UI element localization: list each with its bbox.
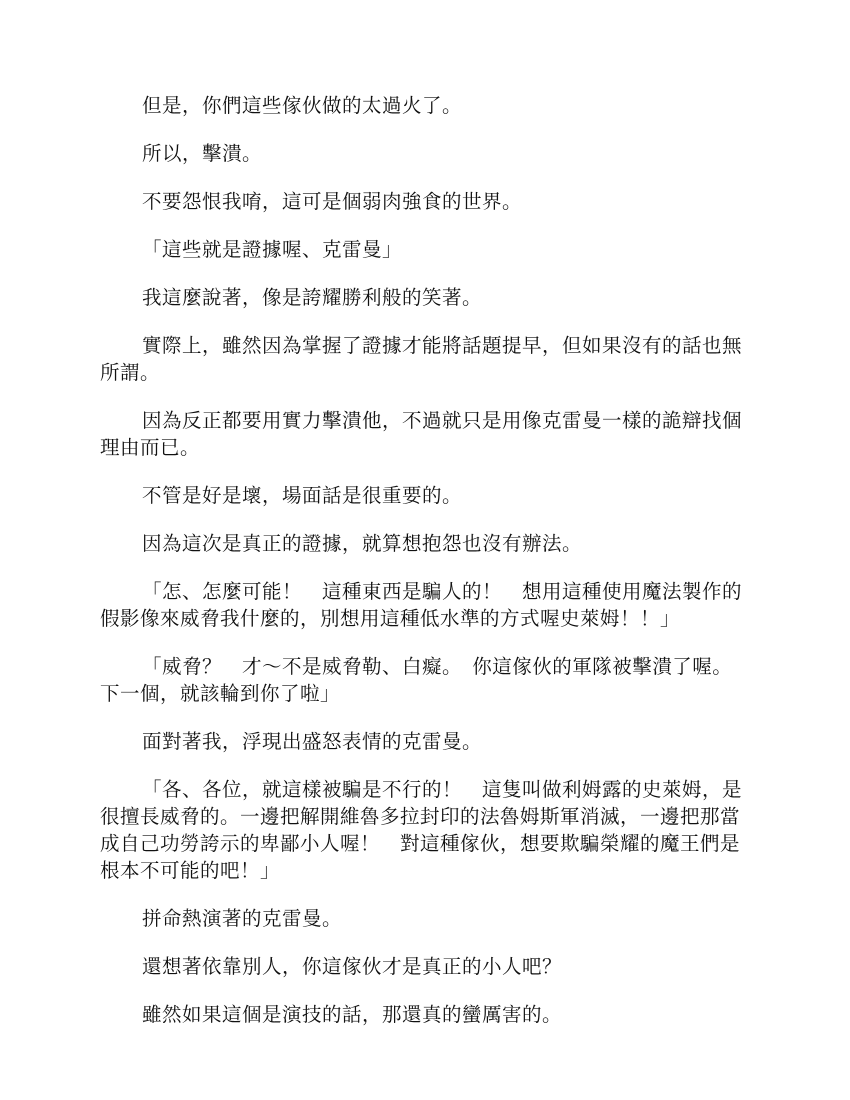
- paragraph: 還想著依靠別人，你這傢伙才是真正的小人吧？: [142, 955, 563, 978]
- paragraph: 「威脅？ 才～不是威脅勒、白癡。 你這傢伙的軍隊被擊潰了喔。下一個，就該輪到你了啦」: [100, 655, 733, 705]
- paragraph: 實際上，雖然因為掌握了證據才能將話題提早，但如果沒有的話也無所謂。: [100, 334, 743, 384]
- paragraph: 「怎、怎麼可能！ 這種東西是騙人的！ 想用這種使用魔法製作的假影像來威脅我什麼的，別想用這種低水準的方式喔史萊姆！！」: [100, 580, 743, 630]
- paragraph: 不管是好是壞，場面話是很重要的。: [142, 484, 463, 507]
- paragraph: 「這些就是證據喔、克雷曼」: [142, 238, 403, 261]
- paragraph: 「各、各位，就這樣被騙是不行的！ 這隻叫做利姆露的史萊姆，是很擅長威脅的。一邊把解開維魯多拉封印的法魯姆斯軍消滅，一邊把那當成自己功勞誇示的卑鄙小人喔！ 對這種傢伙，想要欺騙榮耀的魔王們是根本不可能的吧！」: [100, 778, 743, 882]
- paragraph: 不要怨恨我唷，這可是個弱肉強食的世界。: [142, 190, 523, 213]
- paragraph: 雖然如果這個是演技的話，那還真的蠻厲害的。: [142, 1003, 563, 1026]
- document-body: [100, 92, 752, 1049]
- paragraph: 我這麼說著，像是誇耀勝利般的笑著。: [142, 286, 483, 309]
- paragraph: 面對著我，浮現出盛怒表情的克雷曼。: [142, 730, 483, 753]
- paragraph: 因為這次是真正的證據，就算想抱怨也沒有辦法。: [142, 532, 583, 555]
- paragraph: 因為反正都要用實力擊潰他，不過就只是用像克雷曼一樣的詭辯找個理由而已。: [100, 409, 743, 459]
- paragraph: 所以，擊潰。: [142, 142, 263, 165]
- paragraph: 但是，你們這些傢伙做的太過火了。: [142, 94, 463, 117]
- paragraph: 拼命熱演著的克雷曼。: [142, 907, 343, 930]
